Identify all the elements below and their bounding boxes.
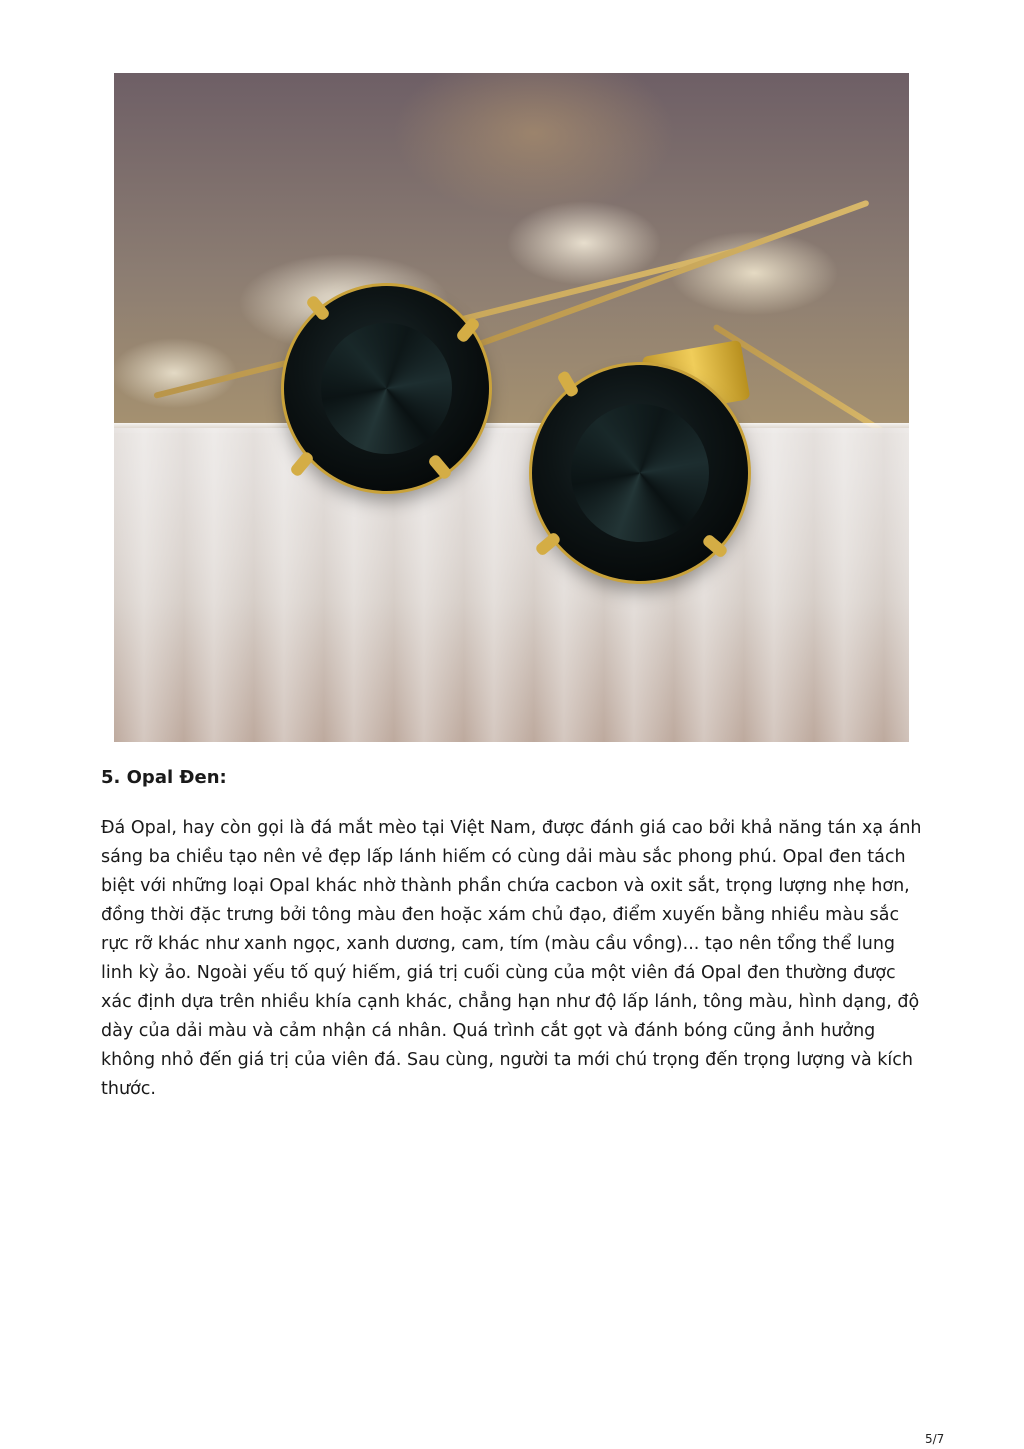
section-title: 5. Opal Đen: [101, 767, 227, 788]
photo-glass-block [114, 428, 909, 742]
stone-facets [321, 323, 452, 454]
product-photo [114, 73, 909, 742]
photo-dried-flower-stem [473, 200, 870, 349]
earring-prong [556, 370, 579, 399]
stone-facets [571, 404, 709, 542]
left-earring-stone [284, 286, 489, 491]
body-paragraph: Đá Opal, hay còn gọi là đá mắt mèo tại Việt Nam, được đánh giá cao bởi khả năng tán xạ ánh sáng ba chiều tạo nên vẻ đẹp lấp lánh hiếm có cùng dải màu sắc phong phú. Opal đen tách biệt với những loại Opal khác nhờ thành phần chứa cacbon và oxit sắt, trọng lượng nhẹ hơn, đồng thời đặc trưng bởi tông màu đen hoặc xám chủ đạo, điểm xuyến bằng nhiều màu sắc rực rỡ khác như xanh ngọc, xanh dương, cam, tím (màu cầu vồng)... tạo nên tổng thể lung linh kỳ ảo. Ngoài yếu tố quý hiếm, giá trị cuối cùng của một viên đá Opal đen thường được xác định dựa trên nhiều khía cạnh khác, chẳng hạn như độ lấp lánh, tông màu, hình dạng, độ dày của dải màu và cảm nhận cá nhân. Quá trình cắt gọt và đánh bóng cũng ảnh hưởng không nhỏ đến giá trị của viên đá. Sau cùng, người ta mới chú trọng đến trọng lượng và kích thước. [101, 818, 922, 1099]
page-number: 5/7 [925, 1432, 945, 1446]
